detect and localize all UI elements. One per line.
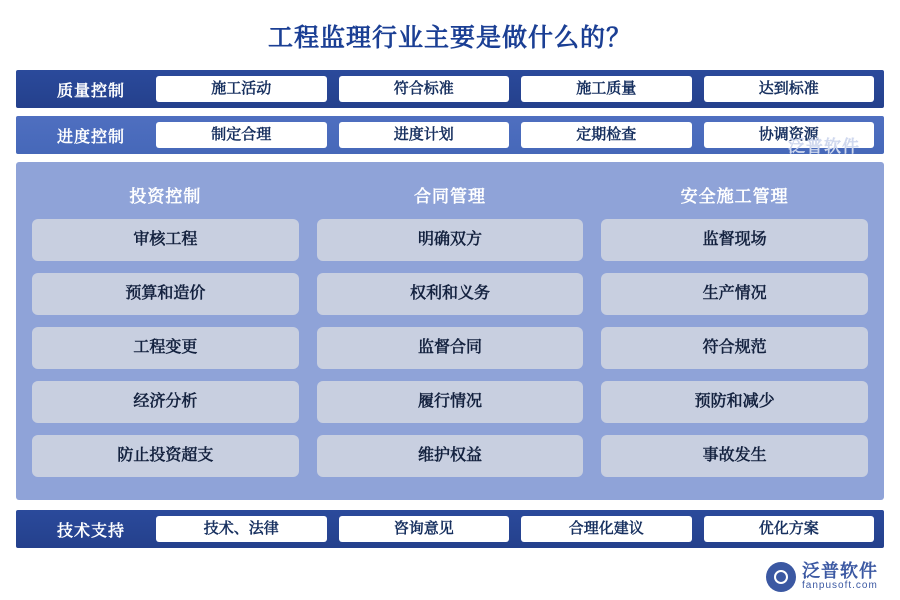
chip: 技术、法律 xyxy=(156,516,327,542)
row-items-progress-control xyxy=(156,122,874,148)
chip: 协调资源 xyxy=(704,122,875,148)
brand-watermark xyxy=(766,562,878,592)
column-cell: 符合规范 xyxy=(601,327,868,369)
column-cell: 生产情况 xyxy=(601,273,868,315)
brand-logo-icon xyxy=(766,562,796,592)
column-cell: 审核工程 xyxy=(32,219,299,261)
row-label-quality-control: 质量控制 xyxy=(56,82,125,100)
page-title: 工程监理行业主要是做什么的？ xyxy=(267,24,632,52)
column-cell: 预防和减少 xyxy=(601,381,868,423)
column-cell: 预算和造价 xyxy=(32,273,299,315)
column-header: 投资控制 xyxy=(129,187,202,206)
row-label-technical-support: 技术支持 xyxy=(56,522,125,540)
column-cell: 监督合同 xyxy=(317,327,584,369)
row-label-progress-control: 进度控制 xyxy=(56,128,125,146)
chip: 施工活动 xyxy=(156,76,327,102)
column-header: 合同管理 xyxy=(414,187,486,206)
column-safety-management xyxy=(601,176,868,482)
row-quality-control xyxy=(16,70,884,108)
row-progress-control xyxy=(16,116,884,154)
chip: 咨询意见 xyxy=(339,516,510,542)
column-cell: 工程变更 xyxy=(32,327,299,369)
column-cell: 事故发生 xyxy=(601,435,868,477)
columns-panel xyxy=(16,162,884,500)
row-technical-support xyxy=(16,510,884,548)
chip: 定期检查 xyxy=(521,122,692,148)
column-header: 安全施工管理 xyxy=(680,187,789,206)
chip: 制定合理 xyxy=(156,122,327,148)
chip: 施工质量 xyxy=(521,76,692,102)
brand-text xyxy=(802,562,878,591)
column-contract-management xyxy=(317,176,584,482)
brand-name-cn: 泛普软件 xyxy=(802,561,878,582)
row-items-technical-support xyxy=(156,516,874,542)
column-investment-control xyxy=(32,176,299,482)
column-cell: 防止投资超支 xyxy=(32,435,299,477)
row-items-quality-control xyxy=(156,76,874,102)
column-cell: 权利和义务 xyxy=(317,273,584,315)
column-cell: 监督现场 xyxy=(601,219,868,261)
chip: 进度计划 xyxy=(339,122,510,148)
chip: 符合标准 xyxy=(339,76,510,102)
column-cell: 履行情况 xyxy=(317,381,584,423)
column-cell: 明确双方 xyxy=(317,219,584,261)
brand-name-en: fanpusoft.com xyxy=(802,580,878,592)
chip: 优化方案 xyxy=(704,516,875,542)
watermark-top-text: 泛普软件 xyxy=(788,137,860,156)
chip: 合理化建议 xyxy=(521,516,692,542)
column-cell: 维护权益 xyxy=(317,435,584,477)
chip: 达到标准 xyxy=(704,76,875,102)
column-cell: 经济分析 xyxy=(32,381,299,423)
